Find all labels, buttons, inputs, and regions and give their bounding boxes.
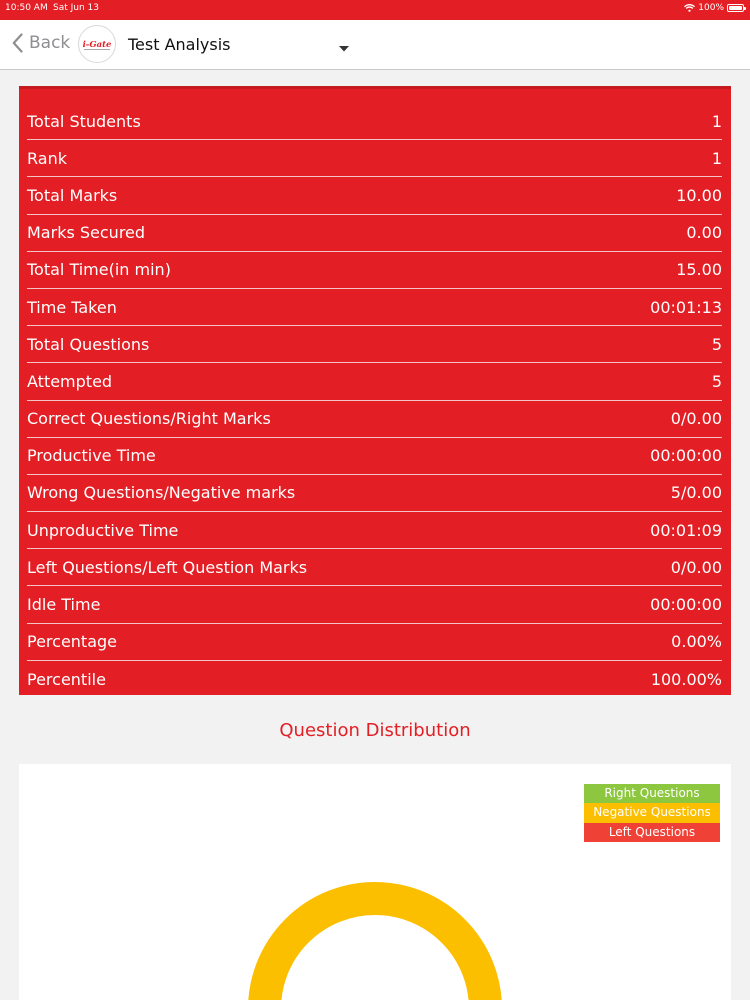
stat-row [27,624,722,661]
stat-value: 1 [711,148,722,168]
stat-value: 10.00 [676,185,722,205]
stat-label: Marks Secured [27,223,146,243]
stat-value: 5/0.00 [670,483,722,503]
stat-value: 0/0.00 [670,557,722,577]
stat-value: 0.00% [671,632,722,652]
stat-value: 0/0.00 [670,409,722,429]
stat-label: Productive Time [27,446,156,466]
stat-row [27,103,722,140]
legend-item: Right Questions [584,784,720,803]
stat-row [27,549,722,586]
legend-item: Negative Questions [584,803,720,822]
battery-icon [727,4,744,12]
stat-label: Idle Time [27,595,101,615]
legend-item: Left Questions [584,823,720,842]
status-right [684,3,744,13]
stat-value: 1 [711,111,722,131]
stats-table [19,86,731,695]
stat-label: Total Time(in min) [27,260,171,280]
stat-row [27,326,722,363]
stat-label: Total Marks [27,185,118,205]
back-label: Back [29,33,71,53]
wifi-icon [684,4,695,12]
stat-value: 15.00 [676,260,722,280]
stat-value: 00:00:00 [650,595,722,615]
test-selector-dropdown[interactable] [338,38,350,57]
stat-row [27,215,722,252]
logo-text: i-Gate [82,40,112,50]
stat-value: 100.00% [650,669,722,689]
stat-row [27,586,722,623]
stat-label: Wrong Questions/Negative marks [27,483,296,503]
stat-value: 5 [711,371,722,391]
chart-legend [584,784,720,842]
stat-row [27,438,722,475]
back-button[interactable] [12,33,70,53]
stat-value: 5 [711,334,722,354]
stat-row [27,661,722,698]
stat-row [27,363,722,400]
stat-row [27,252,722,289]
stat-label: Percentage [27,632,118,652]
battery-percent: 100% [698,3,724,13]
stat-label: Percentile [27,669,106,689]
question-distribution-title: Question Distribution [279,720,471,741]
stat-label: Unproductive Time [27,520,179,540]
stat-value: 00:01:09 [650,520,722,540]
distribution-chart [19,764,731,1000]
stat-value: 00:01:13 [650,297,722,317]
status-bar [0,0,750,20]
stat-label: Correct Questions/Right Marks [27,409,271,429]
stat-label: Rank [27,148,67,168]
stat-row [27,177,722,214]
chevron-left-icon [12,33,23,53]
stat-label: Time Taken [27,297,117,317]
stat-row [27,401,722,438]
stat-row [27,512,722,549]
donut-slice-negative-questions [265,899,486,1000]
status-date: Sat Jun 13 [53,3,99,13]
app-logo [78,25,116,63]
stat-label: Total Questions [27,334,150,354]
stat-row [27,140,722,177]
stat-label: Total Students [27,111,141,131]
page-title: Test Analysis [128,35,231,54]
stat-row [27,475,722,512]
stat-label: Attempted [27,371,113,391]
stat-value: 00:00:00 [650,446,722,466]
caret-down-icon [338,45,350,53]
navigation-bar [0,20,750,70]
stat-row [27,289,722,326]
stat-label: Left Questions/Left Question Marks [27,557,308,577]
status-time: 10:50 AM [5,3,48,13]
stat-value: 0.00 [686,223,722,243]
